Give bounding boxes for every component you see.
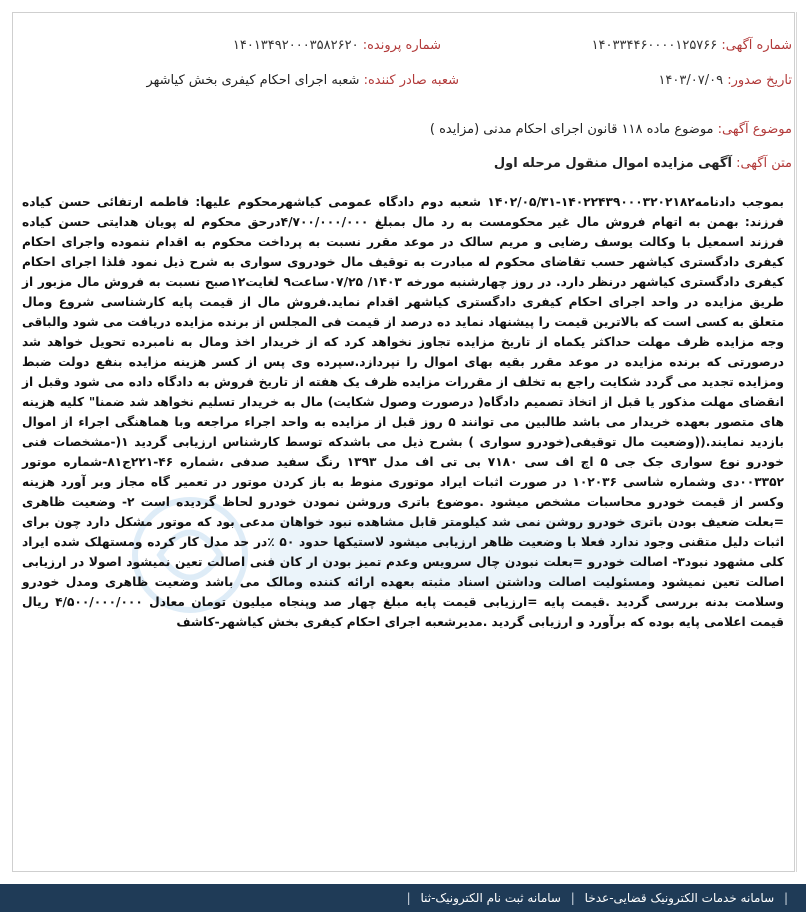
notice-body: بموجب دادنامه۱۴۰۲۲۴۳۹۰۰۰۳۲۰۲۱۸۲-۱۴۰۲/۰۵/۳۱ شعبه دوم دادگاه عمومی کیاشهرمحکوم علیها: فاطمه ارتفائی حسن کیاده فرزند: بهمن به اتهام فروش مال غیر محکومست به رد مال بمبلغ ۴/۷۰۰/۰۰۰/۰۰۰درحق محکوم له پویان هدایتی حسن کیاده فرزند اسمعیل با وکالت یوسف رضایی و مریم سالک در موعد مقرر نسبت به پرداخت محکوم به اقدام ننموده واجرای احکام کیفری دادگستری کیاشهر حسب تقاضای محکوم له مبادرت به توقیف مال خودروی سواری به شرح ذیل نمود فلذا اجرای احکام کیفری دادگستری کیاشهر درنظر دارد. در روز چهارشنبه مورخه ۱۴۰۳/ ۰۷/۲۵ساعت۹ لغایت۱۲صبح نسبت به فروش مال مزبور از طریق مزایده در واحد اجرای احکام کیفری دادگستری کیاشهر اقدام نماید.فروش مال از قیمت پایه کارشناسی شروع ومال متعلق به کسی است که بالاترین قیمت را پیشنهاد نماید ده درصد از قیمت فی المجلس از برنده مزایده دریافت می شود والباقی وجه مزایده ظرف مهلت حداکثر یکماه از تاریخ مزایده تجاوز نخواهد کرد که از خریدار اخذ ومال به نامبرده تحویل خواهد شد درصورتی که برنده مزایده در موعد مقرر بقیه بهای اموال را نپردازد.سپرده وی پس از کسر هزینه مزایده بنفع دولت ضبط ومزایده تجدید می گردد شکایت راجع به تخلف از مقررات مزایده ظرف یک هفته از تاریخ فروش به دادگاه داده می شود وقبل از انقضای مهلت مذکور یا قبل از اتخاذ تصمیم دادگاه( درصورت وصول شکایت) مال به خریدار تسلیم نخواهد شد ضمنا" کلیه هزینه های متصور بعهده خریدار می باشد طالبین می توانند ۵ روز قبل از مزایده به واحد اجراء مراجعه وبا هماهنگی اجراء از اموال بازدید نمایند.((وضعیت مال توقیفی(خودرو سواری ) بشرح ذیل می باشدکه توسط کارشناس ارزیابی گردید ۱(-مشخصات فنی خودرو نوع سواری جک جی ۵ اچ اف سی ۷۱۸۰ بی تی اف مدل ۱۳۹۳ رنگ سفید صدفی ،شماره ۴۶-۲۲۱ج۸۱-شماره موتور ۰۰۳۳۵۲دی وشماره شاسی ۱۰۲۰۳۶ در صورت اثبات ایراد موتوری منوط به باز کردن موتور در تعمیر گاه مجاز وبر آورد هزینه وکسر از قیمت خودرو محاسبات مشخص میشود .موضوع باتری وروشن نمودن خودرو لحاظ گردیده است ۲- وضعیت ظاهری =بعلت ضعیف بودن باتری خودرو روشن نمی شد کیلومتر قابل مشاهده نبود خواهان مدعی بود که موتور مشکل دارد چون برای اثبات دلیل متقنی وجود ندارد فعلا با وضعیت ظاهر ارزیابی میشود لاستیکها حدود ۵۰ ٪در حد مدل کار کرده ومستهلک شده ایراد کلی مشهود نبود۳- اصالت خودرو =بعلت نبودن چال سرویس وعدم تمیز بودن ار کان فنی اصالت تعین نمیشود اصولا در ارزیابی اصالت تعین نمیشود ومسئولیت اصالت وداشتن اسناد مثبته بعهده ارائه کننده ومالک می باشد وضعیت ظاهری ومدل خودرو وسلامت بدنه بررسی گردید .قیمت پایه =ارزیابی قیمت پایه مبلغ چهار صد وپنجاه میلیون تومان معادل ۴/۵۰۰/۰۰۰/۰۰۰ ریال قیمت اعلامی پایه بوده که برآورد و ارزیابی گردید .مدیرشعبه اجرای احکام کیفری بخش کیاشهر-کاشف	[22, 195, 785, 629]
case-number-row	[233, 38, 441, 53]
issue-date: ۱۴۰۳/۰۷/۰۹	[658, 73, 724, 88]
subject-label: موضوع آگهی:	[717, 122, 792, 137]
issuer-row	[147, 73, 460, 88]
issue-date-label: تاریخ صدور:	[727, 73, 792, 88]
case-number: ۱۴۰۱۳۴۹۲۰۰۰۳۵۸۲۶۲۰	[232, 38, 359, 53]
footer-bar	[0, 884, 806, 912]
issuer: شعبه اجرای احکام کیفری بخش کیاشهر	[146, 73, 360, 88]
case-number-label: شماره پرونده:	[362, 38, 441, 53]
text-label: متن آگهی:	[736, 156, 792, 171]
subject-row	[430, 122, 792, 137]
footer-divider: |	[570, 891, 575, 905]
footer-divider: |	[783, 891, 788, 905]
footer-link-sana[interactable]: سامانه ثبت نام الکترونیک-ثنا	[420, 891, 561, 905]
notice-number-row	[592, 38, 792, 53]
issue-date-row	[658, 73, 792, 88]
notice-number: ۱۴۰۳۳۴۴۶۰۰۰۰۱۲۵۷۶۶	[591, 38, 718, 53]
notice-number-label: شماره آگهی:	[721, 38, 792, 53]
text-title: آگهی مزایده اموال منقول مرحله اول	[493, 156, 732, 171]
text-title-row	[494, 156, 792, 171]
issuer-label: شعبه صادر کننده:	[363, 73, 459, 88]
footer-divider: |	[406, 891, 411, 905]
footer-link-adakha[interactable]: سامانه خدمات الکترونیک قضایی-عدخا	[584, 891, 775, 905]
subject: موضوع ماده ۱۱۸ قانون اجرای احکام مدنی (مزایده )	[429, 122, 714, 137]
right-border	[796, 12, 797, 872]
